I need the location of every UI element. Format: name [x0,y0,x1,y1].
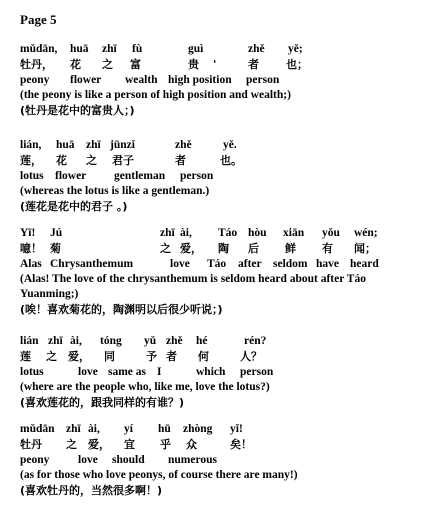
hanzi-word: 矣！ [230,438,252,451]
english-word: Chrysanthemum [50,258,134,270]
english-word: flower [55,170,87,182]
hanzi-word: 牡丹， [20,58,53,71]
hanzi-word: 也。 [220,154,242,167]
pinyin-word: hé [196,335,208,347]
english-word: I [157,366,162,378]
hanzi-word: 者 [166,350,177,363]
pinyin-word: yě. [223,139,237,151]
hanzi-word: 之 [86,154,97,167]
chinese-translation-text: (唉！喜欢菊花的，陶渊明以后很少听说；) [20,303,223,316]
pinyin-word: yí [124,423,133,435]
translation-text: (where are the people who, like me, love the lotus?) [20,381,270,393]
passage-section-5 [20,422,420,499]
pinyin-line [20,334,420,349]
pinyin-word: rén? [244,335,267,347]
english-gloss-line [20,365,420,380]
hanzi-word: 爱， [88,438,110,451]
hanzi-word: 有 [322,242,333,255]
pinyin-word: lián, [20,139,42,151]
hanzi-word: 何 [198,350,209,363]
pinyin-word: yě; [288,43,303,55]
passage-section-4 [20,334,420,411]
english-word: person [246,74,280,86]
translation-text: Yuanming;) [20,288,79,300]
pinyin-word: zhī [102,43,117,55]
pinyin-word: ài, [88,423,100,435]
hanzi-word: 后 [248,242,259,255]
hanzi-word: 宜 [124,438,135,451]
pinyin-word: fù [132,43,143,55]
pinyin-word: huā [56,139,75,151]
pinyin-word: hòu [248,227,267,239]
chinese-translation [20,395,420,411]
hanzi-word: 贵 [188,58,199,71]
pinyin-word: mǔdān [20,423,55,435]
hanzi-word: 之 [46,350,57,363]
chinese-translation-text: (牡丹是花中的富贵人；) [20,104,135,117]
chinese-translation [20,302,420,318]
english-gloss-line [20,73,420,88]
passage-section-2 [20,138,420,215]
hanzi-line [20,153,420,169]
english-translation [20,88,420,103]
english-translation [20,468,420,483]
pinyin-word: Táo [218,227,238,239]
english-gloss-line [20,257,420,272]
hanzi-word: 爱， [68,350,90,363]
pinyin-word: yǐ! [230,423,243,435]
hanzi-word: ' [213,58,217,71]
hanzi-word: 富 [130,58,141,71]
chinese-translation [20,199,420,215]
english-word: love [78,366,98,378]
hanzi-word: 人？ [240,350,262,363]
hanzi-word: 予 [146,350,157,363]
english-translation-continued [20,287,420,302]
hanzi-word: 爱， [180,242,202,255]
hanzi-word: 噫！ [20,242,42,255]
english-word: Alas [20,258,42,270]
page-title: Page 5 [20,12,57,27]
pinyin-line [20,422,420,437]
english-word: which [196,366,226,378]
english-word: heard [350,258,379,270]
chinese-translation-text: (喜欢莲花的，跟我同样的有谁？) [20,396,185,409]
pinyin-word: xiān [283,227,305,239]
hanzi-word: 陶 [218,242,229,255]
hanzi-line [20,57,420,73]
english-word: same as [108,366,147,378]
hanzi-line [20,437,420,453]
pinyin-word: zhī [66,423,81,435]
hanzi-word: 闻； [354,242,376,255]
hanzi-word: 君子 [112,154,134,167]
pinyin-word: yǒu [322,227,340,239]
pinyin-word: jūnzǐ [110,139,135,151]
translation-text: (whereas the lotus is like a gentleman.) [20,185,210,197]
english-word: have [316,258,339,270]
english-word: numerous [168,454,217,466]
translation-text: (as for those who love peonys, of course there are many!) [20,469,298,481]
pinyin-word: wén; [354,227,378,239]
pinyin-word: hū [158,423,171,435]
hanzi-word: 同 [104,350,115,363]
chinese-translation [20,483,420,499]
passage-section-1 [20,42,420,119]
hanzi-word: 众 [186,438,197,451]
pinyin-word: ài, [70,335,82,347]
pinyin-word: zhě [175,139,192,151]
pinyin-word: guì [188,43,204,55]
pinyin-word: zhī [48,335,63,347]
pinyin-word: zhī [86,139,101,151]
english-translation [20,272,420,287]
pinyin-word: Jú [50,227,63,239]
english-translation [20,184,420,199]
hanzi-word: 莲， [20,154,42,167]
english-word: high position [168,74,232,86]
hanzi-word: 也； [286,58,308,71]
english-word: lotus [20,170,44,182]
hanzi-word: 者 [175,154,186,167]
passage-section-3 [20,226,420,318]
pinyin-word: ài, [180,227,192,239]
english-word: person [240,366,274,378]
pinyin-word: huā [70,43,89,55]
english-word: seldom [273,258,308,270]
english-gloss-line [20,453,420,468]
hanzi-word: 牡丹 [20,438,42,451]
english-word: peony [20,454,50,466]
translation-text: (Alas! The love of the chrysanthemum is seldom heard about after Táo [20,273,366,285]
english-word: lotus [20,366,44,378]
hanzi-word: 乎 [160,438,171,451]
pinyin-word: zhòng [183,423,213,435]
hanzi-word: 之 [102,58,113,71]
hanzi-word: 花 [70,58,81,71]
hanzi-word: 莲 [20,350,31,363]
hanzi-line [20,241,420,257]
translation-text: (the peony is like a person of high position and wealth;) [20,89,291,101]
hanzi-word: 之 [160,242,171,255]
pinyin-line [20,42,420,57]
pinyin-line [20,226,420,241]
pinyin-word: yǔ [144,335,157,347]
english-word: should [112,454,145,466]
english-word: person [180,170,214,182]
english-word: gentleman [114,170,166,182]
english-word: after [238,258,262,270]
english-word: love [170,258,190,270]
english-gloss-line [20,169,420,184]
chinese-translation-text: (莲花是花中的君子 。) [20,200,128,213]
hanzi-word: 之 [66,438,77,451]
pinyin-word: lián [20,335,39,347]
chinese-translation [20,103,420,119]
chinese-translation-text: (喜欢牡丹的，当然很多啊！) [20,484,163,497]
english-word: wealth [125,74,158,86]
english-word: flower [70,74,102,86]
pinyin-word: Yī! [20,227,36,239]
hanzi-word: 者 [248,58,259,71]
hanzi-word: 花 [56,154,67,167]
hanzi-word: 菊 [50,242,61,255]
pinyin-line [20,138,420,153]
pinyin-word: zhě [248,43,265,55]
english-word: love [78,454,98,466]
pinyin-word: zhě [166,335,183,347]
english-word: Táo [207,258,227,270]
pinyin-word: tóng [100,335,122,347]
pinyin-word: mǔdān, [20,43,58,55]
english-translation [20,380,420,395]
pinyin-word: zhī [160,227,175,239]
hanzi-line [20,349,420,365]
hanzi-word: 鲜 [285,242,296,255]
english-word: peony [20,74,50,86]
